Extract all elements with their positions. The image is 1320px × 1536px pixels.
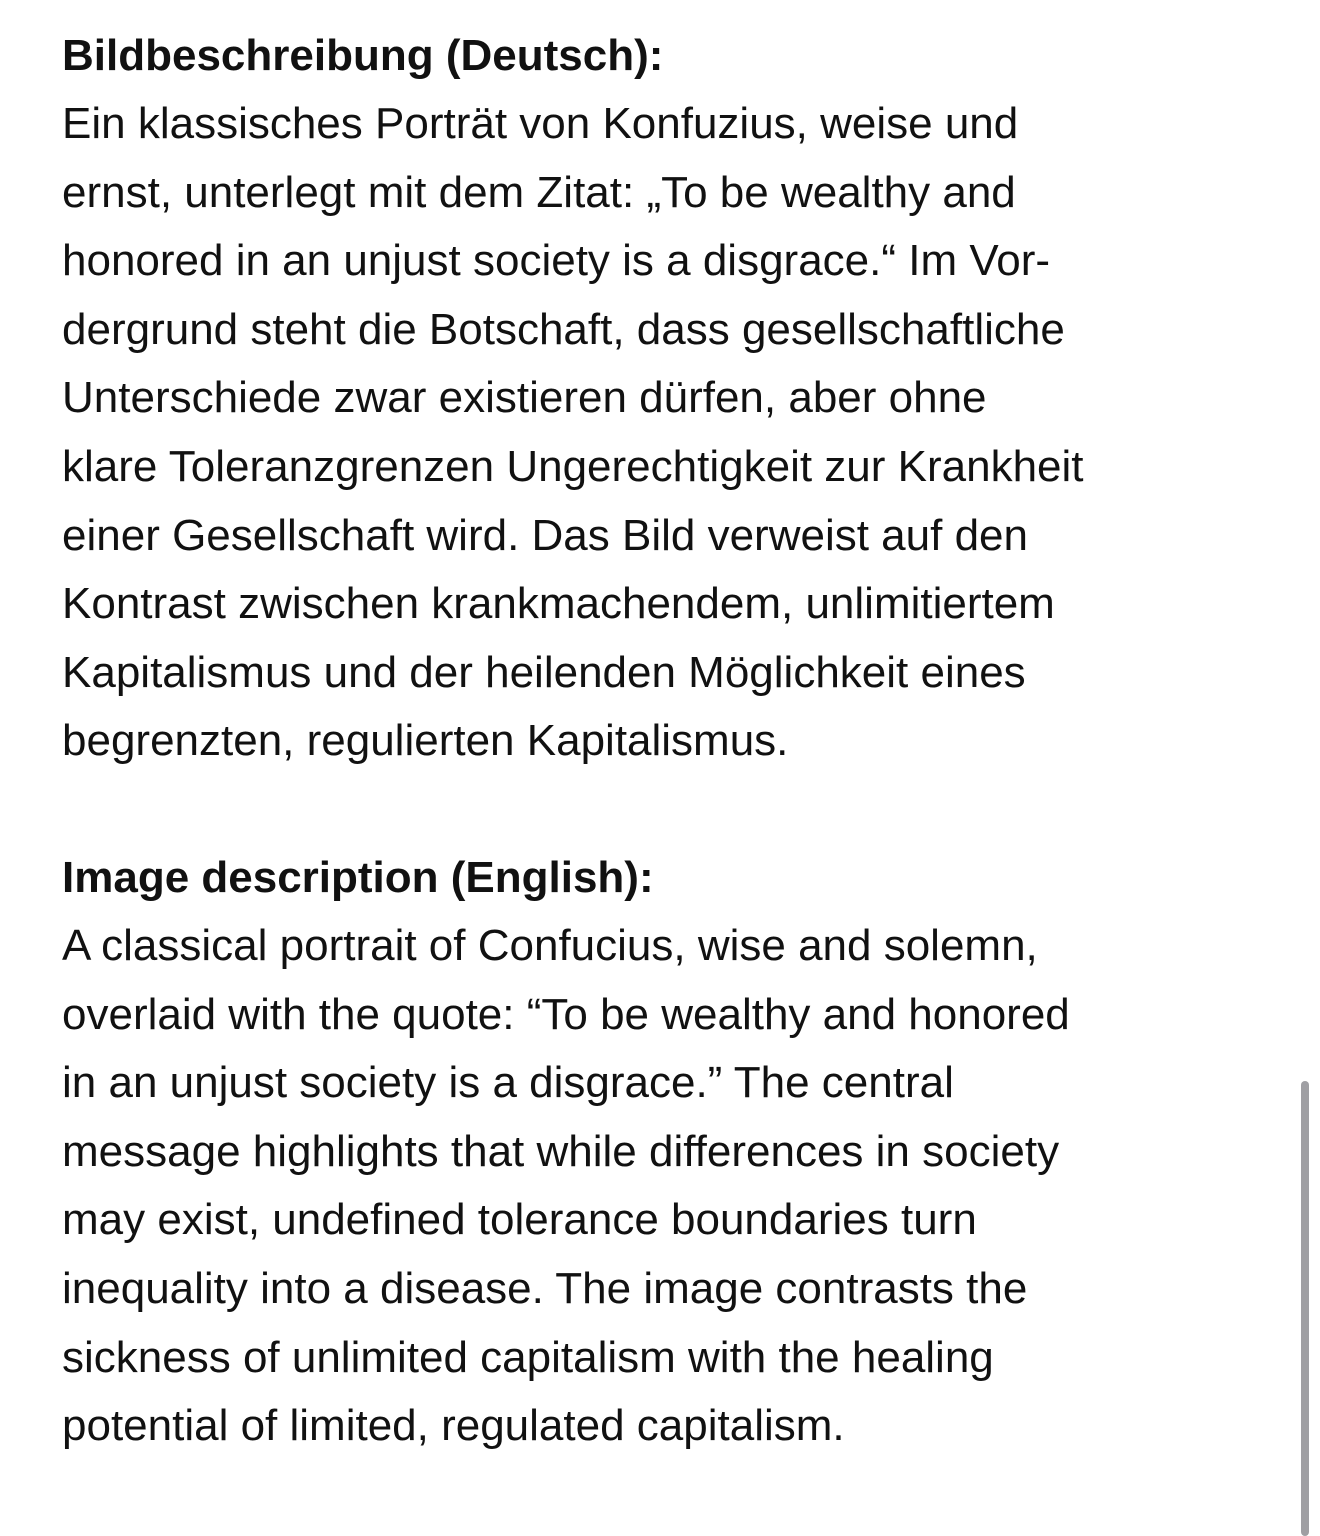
section-spacer <box>62 776 1272 844</box>
english-description-section <box>62 844 1272 1461</box>
text-line: overlaid with the quote: “To be wealthy and honored <box>62 989 1070 1039</box>
text-line: in an unjust society is a disgrace.” The central <box>62 1058 954 1108</box>
text-line: dergrund steht die Botschaft, dass gesellschaftliche <box>62 304 1065 354</box>
message-content <box>62 22 1272 1461</box>
text-line: may exist, undefined tolerance boundaries turn <box>62 1195 977 1245</box>
text-line: Unterschiede zwar existieren dürfen, aber ohne <box>62 373 987 423</box>
text-line: Ein klassisches Porträt von Konfuzius, weise und <box>62 99 1019 148</box>
text-line: potential of limited, regulated capitalism. <box>62 1401 845 1451</box>
vertical-scrollbar[interactable] <box>1301 1081 1309 1536</box>
text-line: Kapitalismus und der heilenden Möglichkeit eines <box>62 647 1026 697</box>
text-line: klare Toleranzgrenzen Ungerechtigkeit zur Krankheit <box>62 441 1084 491</box>
text-line: A classical portrait of Confucius, wise and solemn, <box>62 920 1038 970</box>
text-line: begrenzten, regulierten Kapitalismus. <box>62 716 789 766</box>
german-description-heading: Bildbeschreibung (Deutsch): <box>62 31 664 80</box>
text-line: sickness of unlimited capitalism with the healing <box>62 1332 994 1382</box>
text-line: Kontrast zwischen krankmachendem, unlimitiertem <box>62 579 1055 629</box>
text-line: inequality into a disease. The image contrasts the <box>62 1263 1028 1313</box>
text-line: einer Gesellschaft wird. Das Bild verweist auf den <box>62 510 1028 560</box>
text-line: honored in an unjust society is a disgrace.“ Im Vor- <box>62 236 1051 286</box>
text-line: ernst, unterlegt mit dem Zitat: „To be wealthy and <box>62 167 1016 217</box>
text-line: message highlights that while differences in society <box>62 1126 1060 1176</box>
german-description-text <box>62 90 1272 776</box>
english-description-text <box>62 912 1272 1461</box>
german-description-section <box>62 22 1272 776</box>
english-description-heading: Image description (English): <box>62 852 654 902</box>
